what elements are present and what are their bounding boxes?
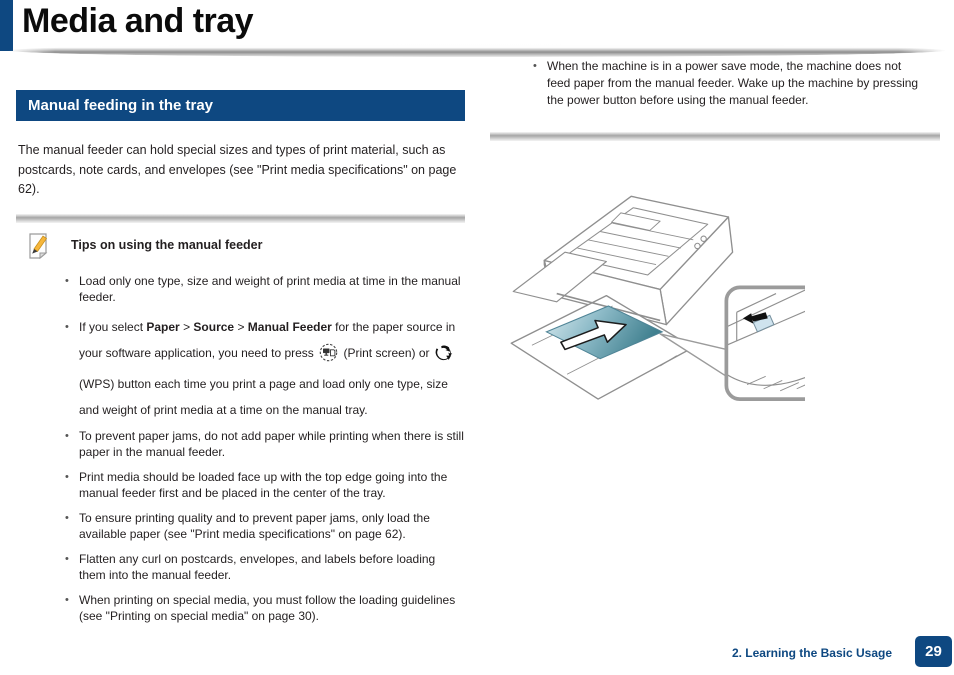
- tip-text: >: [179, 319, 194, 334]
- tip-item: • When the machine is in a power save mode, the machine does not feed paper from the manual feeder. Wake up the machine by pressing the power button before using the manual feeder.: [532, 58, 924, 109]
- tip-text: (Print screen) or: [340, 345, 433, 360]
- tip-item: • To prevent paper jams, do not add paper while printing when there is still paper in the manual feeder.: [64, 428, 464, 461]
- title-shadow-divider: [8, 44, 946, 57]
- note-bottom-divider: [490, 132, 940, 141]
- tip-text: >: [234, 319, 248, 334]
- tip-item: • When printing on special media, you must follow the loading guidelines (see "Printing on special media" on page 30).: [64, 592, 464, 625]
- section-intro: The manual feeder can hold special sizes and types of print material, such as postcards, note cards, and envelopes (see "Print media specifications" on page 62).: [18, 143, 457, 196]
- note-header: [28, 232, 465, 265]
- tip-text: (WPS) button each time you print a page and load only one type, size and weight of print media at a time on the manual tray.: [79, 376, 448, 417]
- menu-path-manual-feeder: Manual Feeder: [247, 319, 332, 334]
- menu-path-paper: Paper: [146, 319, 180, 334]
- page-title: Media and tray: [22, 2, 254, 40]
- section-heading: Manual feeding in the tray: [16, 90, 465, 121]
- tip-item: • Print media should be loaded face up with the top edge going into the manual feeder first and be placed in the center of the tray.: [64, 469, 464, 502]
- tip-item: • To ensure printing quality and to prevent paper jams, only load the available paper (see "Print media specifications" on page 62).: [64, 510, 464, 543]
- left-column: [16, 90, 465, 633]
- tip-text: If you select: [79, 319, 147, 334]
- tips-list: [64, 273, 464, 625]
- note-title: Tips on using the manual feeder: [71, 237, 263, 252]
- menu-path-source: Source: [193, 319, 235, 334]
- tip-item: • Flatten any curl on postcards, envelopes, and labels before loading them into the manual feeder.: [64, 551, 464, 584]
- tip-item: • Load only one type, size and weight of print media at time in the manual feeder.: [64, 273, 464, 306]
- wps-button-icon: [435, 344, 453, 371]
- title-accent-block: [0, 0, 13, 51]
- tip-text: for the paper source in your software application, you need to press: [79, 319, 456, 360]
- printer-illustration: [505, 190, 805, 428]
- print-screen-button-icon: [319, 343, 338, 371]
- right-column: [490, 58, 940, 141]
- page-number-badge: 29: [915, 636, 952, 667]
- note-top-divider: [16, 214, 465, 223]
- footer-chapter: 2. Learning the Basic Usage: [731, 646, 892, 660]
- pencil-note-icon: [28, 232, 51, 265]
- tip-item: [64, 314, 464, 423]
